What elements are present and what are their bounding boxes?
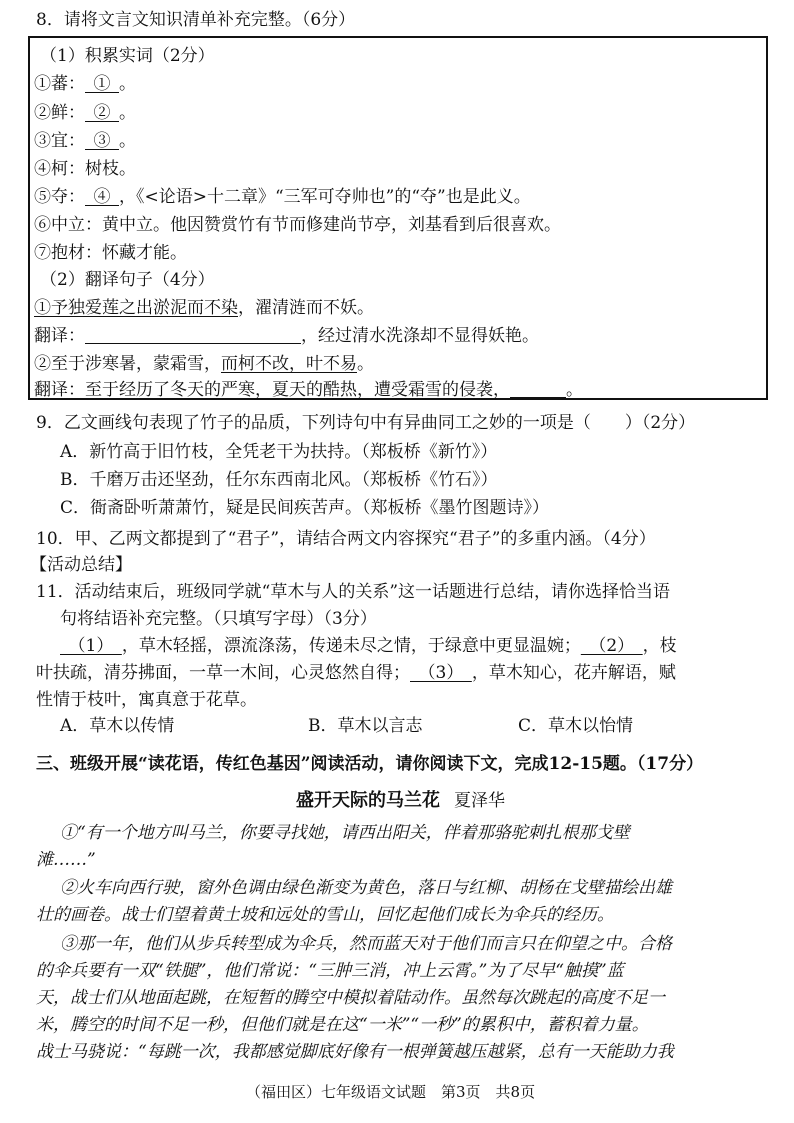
q11-option-c[interactable]: C．草木以怡情 (518, 716, 634, 736)
q8-translation-1: 翻译： ，经过清水洗涤却不显得妖艳。 (34, 326, 539, 346)
article-title: 盛开天际的马兰花 (296, 790, 440, 811)
q8-translation-2: 翻译：至于经历了冬天的严寒，夏天的酷热，遭受霜雪的侵袭， 。 (34, 380, 583, 400)
q9-option-a[interactable]: A．新竹高于旧竹枝，全凭老干为扶持。（郑板桥《新竹》） (60, 442, 498, 462)
answer-blank-3[interactable]: ③ (85, 131, 119, 151)
article-author: 夏泽华 (454, 791, 505, 811)
activity-summary-heading: 【活动总结】 (30, 555, 132, 575)
q8-stem: 8．请将文言文知识清单补充完整。（6分） (36, 10, 356, 30)
q8-item-3: ③宜： ③ 。 (34, 131, 136, 151)
q8-item-2: ②鲜： ② 。 (34, 103, 136, 123)
answer-blank-2[interactable]: ② (85, 103, 119, 123)
para-2-line-1: ②火车向西行驶，窗外色调由绿色渐变为黄色，落日与红柳、胡杨在戈壁描绘出雄 (60, 878, 672, 898)
fill-blank-2[interactable]: （2） (580, 636, 643, 656)
q11-option-a[interactable]: A．草木以传情 (60, 716, 175, 736)
q11-stem-line-1: 11．活动结束后，班级同学就“草木与人的关系”这一话题进行总结，请你选择恰当语 (36, 582, 671, 602)
q11-passage-line-1: （1） ，草木轻摇，漂流涤荡，传递未尽之情，于绿意中更显温婉； （2） ，枝 (60, 636, 677, 656)
q8-item-7: ⑦抱材：怀藏才能。 (34, 243, 187, 263)
section-3-heading: 三、班级开展“读花语，传红色基因”阅读活动，请你阅读下文，完成12-15题。（17分） (36, 754, 704, 774)
para-1-line-2: 滩……” (36, 850, 96, 870)
para-3-line-1: ③那一年，他们从步兵转型成为伞兵，然而蓝天对于他们而言只在仰望之中。合格 (60, 934, 672, 954)
q11-option-b[interactable]: B．草木以言志 (308, 716, 423, 736)
q8-item-6: ⑥中立：黄中立。他因赞赏竹有节而修建尚节亭，刘基看到后很喜欢。 (34, 215, 561, 235)
para-2-line-2: 壮的画卷。战士们望着黄土坡和远处的雪山，回忆起他们成长为伞兵的经历。 (36, 905, 614, 925)
fill-blank-1[interactable]: （1） (60, 636, 122, 656)
q9-option-b[interactable]: B．千磨万击还坚劲，任尔东西南北风。（郑板桥《竹石》） (60, 470, 498, 490)
q8-part1-title: （1）积累实词（2分） (40, 46, 215, 66)
q8-item-4: ④柯：树枝。 (34, 159, 136, 179)
q11-passage-line-3: 性情于枝叶，寓真意于花草。 (36, 690, 257, 710)
para-3-line-4: 米，腾空的时间不足一秒，但他们就是在这“一米”“一秒”的累积中，蓄积着力量。 (36, 1015, 649, 1035)
q11-stem-line-2: 句将结语补充完整。（只填写字母）（3分） (60, 609, 377, 629)
fill-blank-3[interactable]: （3） (410, 663, 472, 683)
answer-blank-1[interactable]: ① (85, 74, 119, 94)
para-3-line-3: 天，战士们从地面起跳，在短暂的腾空中模拟着陆动作。虽然每次跳起的高度不足一 (36, 988, 665, 1008)
para-3-line-5: 战士马骁说：“每跳一次，我都感觉脚底好像有一根弹簧越压越紧，总有一天能助力我 (36, 1042, 674, 1062)
q9-stem: 9．乙文画线句表现了竹子的品质，下列诗句中有异曲同工之妙的一项是（ ）（2分） (36, 413, 696, 433)
para-3-line-2: 的伞兵要有一双“铁腿”，他们常说：“三肿三消，冲上云霄。”为了尽早“触摸”蓝 (36, 961, 624, 981)
translation-blank-2[interactable] (510, 379, 566, 398)
answer-blank-4[interactable]: ④ (85, 187, 119, 207)
page-footer: （福田区）七年级语文试题 第3页 共8页 (246, 1083, 536, 1101)
q8-part2-title: （2）翻译句子（4分） (40, 270, 215, 290)
translation-blank-1[interactable] (85, 325, 301, 344)
q9-option-c[interactable]: C．衙斋卧听萧萧竹，疑是民间疾苦声。（郑板桥《墨竹图题诗》） (60, 498, 550, 518)
q11-passage-line-2: 叶扶疏，清芬拂面，一草一木间，心灵悠然自得； （3） ，草木知心，花卉解语，赋 (36, 663, 676, 683)
q8-item-5: ⑤夺： ④ ，《<论语>十二章》“三军可夺帅也”的“夺”也是此义。 (34, 187, 531, 207)
para-1-line-1: ①“有一个地方叫马兰，你要寻找她，请西出阳关，伴着那骆驼刺扎根那戈壁 (60, 823, 630, 843)
q8-sentence-1: ①予独爱莲之出淤泥而不染，濯清涟而不妖。 (34, 298, 374, 318)
q8-sentence-2: ②至于涉寒暑，蒙霜雪，而柯不改，叶不易。 (34, 354, 374, 374)
q8-item-1: ①蕃： ① 。 (34, 74, 136, 94)
q10-stem: 10．甲、乙两文都提到了“君子”，请结合两文内容探究“君子”的多重内涵。（4分） (36, 529, 656, 549)
article-title-line (296, 789, 505, 813)
